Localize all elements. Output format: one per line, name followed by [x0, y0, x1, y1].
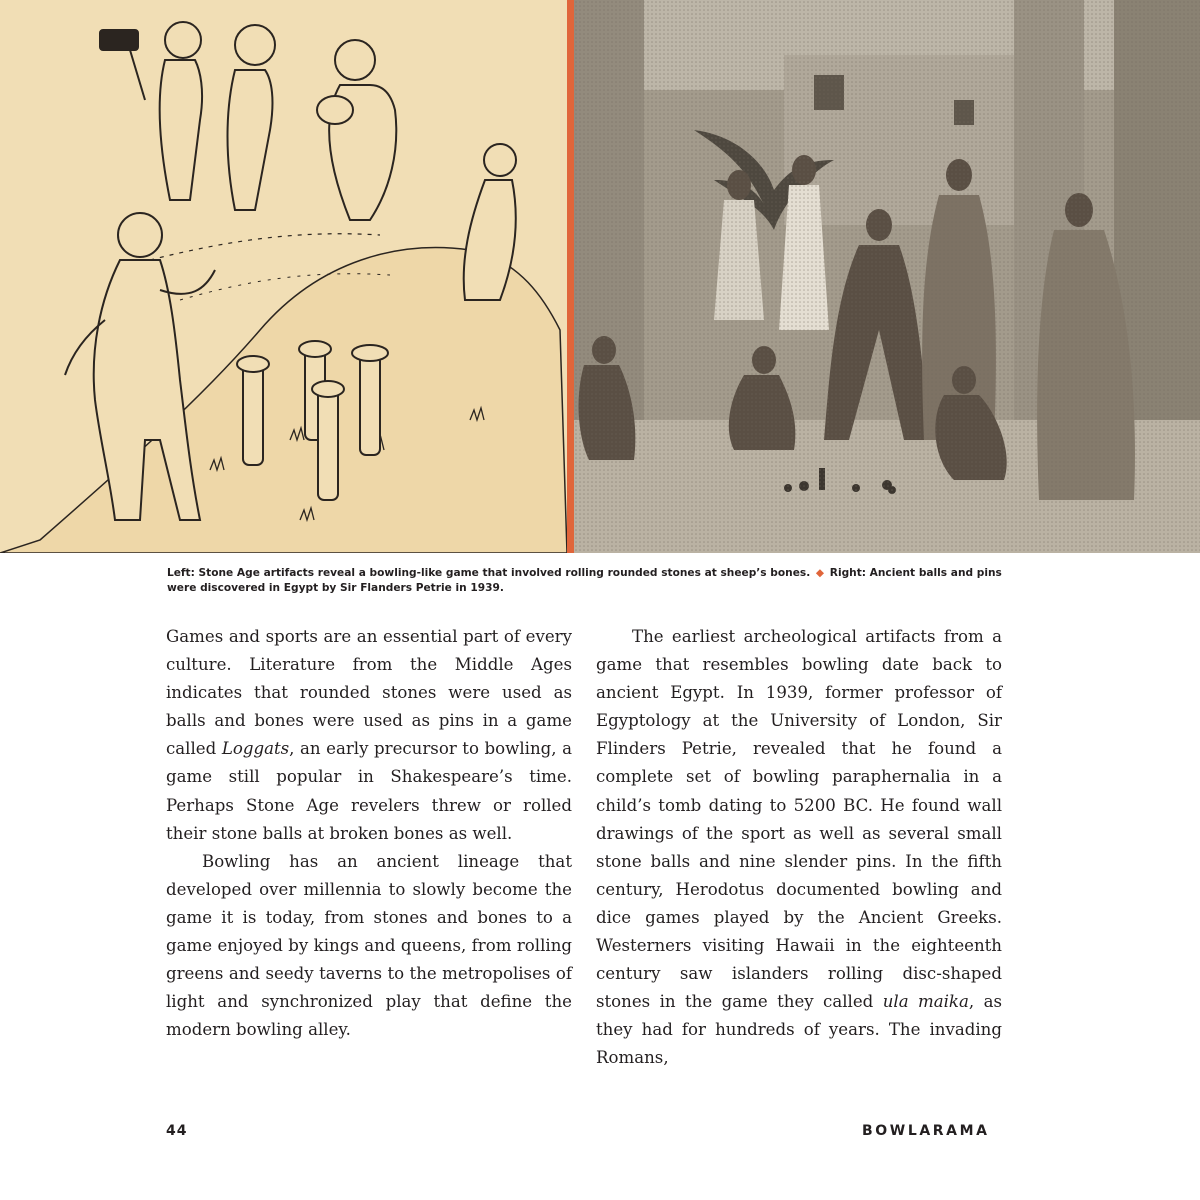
italic-term: Loggats [221, 739, 290, 759]
body-column-left [166, 623, 572, 1044]
running-title: BOWLARAMA [862, 1123, 990, 1139]
egyptian-illustration [574, 0, 1200, 553]
figure-row [0, 0, 1200, 553]
figure-divider [567, 0, 574, 553]
caption-right: Right: Ancient balls and pins were discovered in Egypt by Sir Flanders Petrie in 1939. [167, 567, 1002, 594]
paragraph-text: The earliest archeological artifacts from a game that resembles bowling date back to ancient Egypt. In 1939, former professor of Egyptology at the University of London, Sir Flinders Petrie, revealed that he found a complete set of bowling paraphernalia in a child’s tomb dating to 5200 BC. He found wall drawings of the sport as well as several small stone balls and nine slender pins. In the fifth century, Herodotus documented bowling and dice games played by the Ancient Greeks. Westerners visiting Hawaii in the eighteenth century saw islanders rolling disc-shaped stones in the game they called [596, 627, 1002, 1012]
stone-age-illustration [0, 0, 567, 553]
paragraph [596, 623, 1002, 1073]
diamond-icon: ◆ [815, 567, 825, 579]
caption-left: Left: Stone Age artifacts reveal a bowling-like game that involved rolling rounded stones at sheep’s bones. [167, 567, 811, 579]
paragraph: Bowling has an ancient lineage that developed over millennia to slowly become the game it is today, from stones and bones to a game enjoyed by kings and queens, from rolling greens and seedy taverns to the metropolises of light and synchronized play that define the modern bowling alley. [166, 851, 572, 1040]
stone-age-drawing [0, 0, 567, 553]
paragraph-text: , an early precursor to bowling, a game still popular in Shakespeare’s time. Perhaps Stone Age revelers threw or rolled their stone balls at broken bones as well. [166, 739, 572, 843]
page-number: 44 [166, 1123, 188, 1139]
paragraph-text: Games and sports are an essential part of every culture. Literature from the Middle Ages indicates that rounded stones were used as balls and bones were used as pins in a game called [166, 627, 572, 759]
italic-term: ula maika [882, 992, 969, 1012]
figure-caption [167, 566, 1003, 595]
egyptian-scene [574, 0, 1200, 553]
paragraph [166, 623, 572, 848]
body-column-right [596, 623, 1002, 1073]
paragraph-text: , as they had for hundreds of years. The invading Romans, [596, 992, 1002, 1068]
